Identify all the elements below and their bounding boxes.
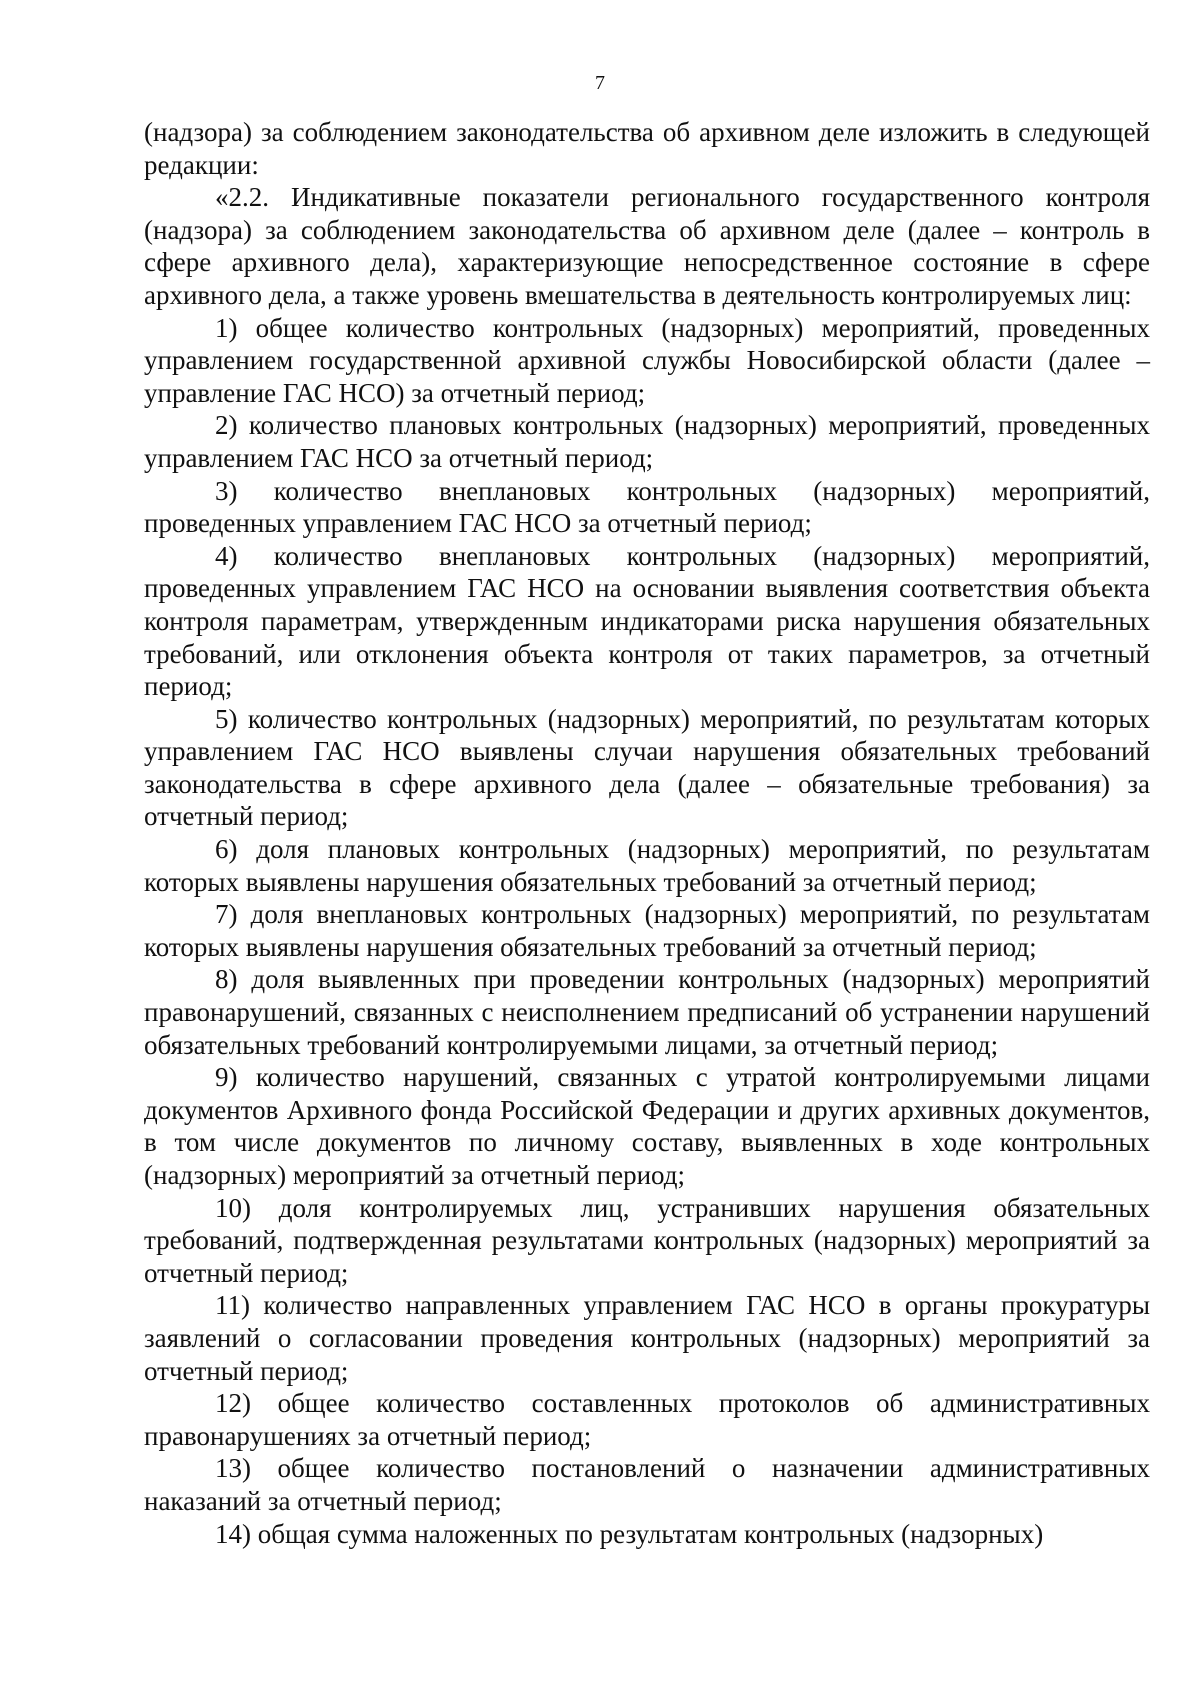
list-item-14: 14) общая сумма наложенных по результатам контрольных (надзорных)	[215, 1518, 1044, 1549]
list-item-6: 6) доля плановых контрольных (надзорных) мероприятий, по результатам которых выявлены нарушения обязательных требований за отчетный период;	[144, 834, 1150, 897]
list-item-8: 8) доля выявленных при проведении контрольных (надзорных) мероприятий правонарушений, связанных с неисполнением предписаний об устранении нарушений обязательных требований контролируемыми лицами, за отчетный период;	[144, 964, 1150, 1060]
list-item-10: 10) доля контролируемых лиц, устранивших нарушения обязательных требований, подтвержденная результатами контрольных (надзорных) мероприятий за отчетный период;	[144, 1192, 1150, 1288]
list-item-5: 5) количество контрольных (надзорных) мероприятий, по результатам которых управлением ГАС НСО выявлены случаи нарушения обязательных требований законодательства в сфере архивного дела (далее – обязательные требования) за отчетный период;	[144, 703, 1150, 832]
document-body	[144, 116, 1150, 1550]
list-item-12: 12) общее количество составленных протоколов об административных правонарушениях за отчетный период;	[144, 1388, 1150, 1451]
list-item-9: 9) количество нарушений, связанных с утратой контролируемыми лицами документов Архивного фонда Российской Федерации и других архивных документов, в том числе документов по личному составу, выявленных в ходе контрольных (надзорных) мероприятий за отчетный период;	[144, 1062, 1150, 1190]
list-item-2: 2) количество плановых контрольных (надзорных) мероприятий, проведенных управлением ГАС НСО за отчетный период;	[144, 410, 1150, 473]
list-item-3: 3) количество внеплановых контрольных (надзорных) мероприятий, проведенных управлением ГАС НСО за отчетный период;	[144, 475, 1150, 539]
paragraph-section-2-2: «2.2. Индикативные показатели регионального государственного контроля (надзора) за соблюдением законодательства об архивном деле (далее – контроль в сфере архивного дела), характеризующие непосредственное состояние в сфере архивного дела, а также уровень вмешательства в деятельность контролируемых лиц:	[144, 182, 1150, 310]
list-item-11: 11) количество направленных управлением ГАС НСО в органы прокуратуры заявлений о согласовании проведения контрольных (надзорных) мероприятий за отчетный период;	[144, 1290, 1150, 1386]
list-item-7: 7) доля внеплановых контрольных (надзорных) мероприятий, по результатам которых выявлены нарушения обязательных требований за отчетный период;	[144, 899, 1150, 962]
page-number: 7	[595, 72, 605, 94]
list-item-1: 1) общее количество контрольных (надзорных) мероприятий, проведенных управлением государственной архивной службы Новосибирской области (далее – управление ГАС НСО) за отчетный период;	[144, 312, 1150, 408]
list-item-13: 13) общее количество постановлений о назначении административных наказаний за отчетный период;	[144, 1453, 1150, 1516]
paragraph-continuation: (надзора) за соблюдением законодательства об архивном деле изложить в следующей редакции:	[144, 117, 1150, 180]
list-item-4: 4) количество внеплановых контрольных (надзорных) мероприятий, проведенных управлением ГАС НСО на основании выявления соответствия объекта контроля параметрам, утвержденным индикаторами риска нарушения обязательных требований, или отклонения объекта контроля от таких параметров, за отчетный период;	[144, 540, 1150, 702]
